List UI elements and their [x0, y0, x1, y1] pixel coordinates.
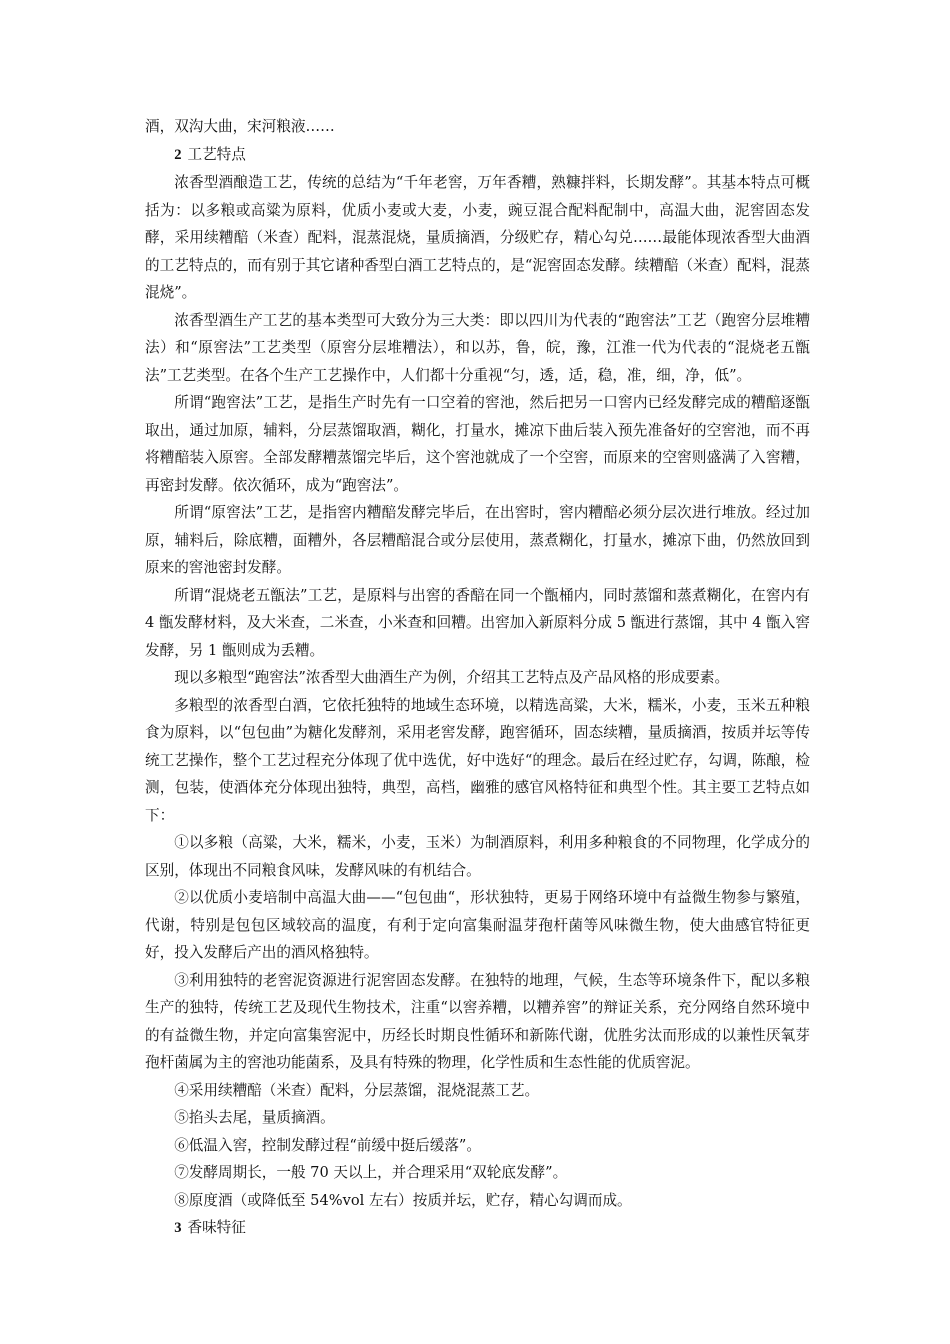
- list-item: ⑤掐头去尾，量质摘酒。: [174, 1109, 335, 1126]
- list-item: ③利用独特的老窖泥资源进行泥窖固态发酵。在独特的地理，气候，生态等环境条件下，配以多粮生产的独特，传统工艺及现代生物技术，注重“以窖养糟，以糟养窖”的辩证关系，充分网络自然环境中的有益微生物，并定向富集窖泥中，历经长时期良性循环和新陈代谢，优胜劣汰而形成的以兼性厌氧芽孢杆菌属为主的窖池功能菌系，及具有特殊的物理，化学性质和生态性能的优质窖泥。: [145, 971, 810, 1071]
- section-2-number: 2: [174, 146, 182, 163]
- intro-line: 酒，双沟大曲，宋河粮液……: [145, 118, 335, 135]
- section-3-title: 香味特征: [187, 1219, 246, 1236]
- paragraph: 浓香型酒生产工艺的基本类型可大致分为三大类：即以四川为代表的“跑窖法”工艺（跑窖分层堆糟法）和“原窖法”工艺类型（原窖分层堆糟法），和以苏，鲁，皖，豫，江淮一代为代表的“混烧老五甑法”工艺类型。在各个生产工艺操作中，人们都十分重视“匀，透，适，稳，准，细，净，低”。: [145, 311, 810, 384]
- section-3-number: 3: [174, 1220, 182, 1236]
- paragraph: 多粮型的浓香型白酒，它依托独特的地域生态环境，以精选高粱，大米，糯米，小麦，玉米五种粮食为原料，以“包包曲”为糖化发酵剂，采用老窖发酵，跑窖循环，固态续糟，量质摘酒，按质并坛等传统工艺操作，整个工艺过程充分体现了优中选优，好中选好“的理念。最后在经过贮存，勾调，陈酿，检测，包装，使酒体充分体现出独特，典型，高档，幽雅的感官风格特征和典型个性。其主要工艺特点如下：: [145, 696, 810, 824]
- section-2-heading: [145, 141, 810, 170]
- document-page: [145, 113, 810, 1243]
- list-item: ①以多粮（高粱，大米，糯米，小麦，玉米）为制酒原料，利用多种粮食的不同物理，化学成分的区别，体现出不同粮食风味，发酵风味的有机结合。: [145, 834, 810, 879]
- section-3-heading: [145, 1214, 810, 1243]
- paragraph: 所谓“原窖法”工艺，是指窖内糟醅发酵完毕后，在出窖时，窖内糟醅必须分层次进行堆放。经过加原，辅料后，除底糟，面糟外，各层糟醅混合或分层使用，蒸煮糊化，打量水，摊凉下曲，仍然放回到原来的窖池密封发酵。: [145, 504, 810, 576]
- paragraph: 浓香型酒酿造工艺，传统的总结为“千年老窖，万年香糟，熟糠拌料，长期发酵”。其基本特点可概括为：以多粮或高粱为原料，优质小麦或大麦，小麦，豌豆混合配料配制中，高温大曲，泥窖固态发酵，采用续糟醅（米查）配料，混蒸混烧，量质摘酒，分级贮存，精心勾兑……最能体现浓香型大曲酒的工艺特点的，而有别于其它诸种香型白酒工艺特点的，是“泥窖固态发酵。续糟醅（米查）配料，混蒸混烧”。: [145, 174, 810, 301]
- list-item: ⑧原度酒（或降低至 54%vol 左右）按质并坛，贮存，精心勾调而成。: [174, 1191, 632, 1209]
- section-2-title: 工艺特点: [187, 145, 246, 163]
- list-item: ②以优质小麦培制中高温大曲——“包包曲“，形状独特，更易于网络环境中有益微生物参与繁殖，代谢，特别是包包区域较高的温度，有利于定向富集耐温芽孢杆菌等风味微生物，使大曲感官特征更好，投入发酵后产出的酒风格独特。: [145, 889, 810, 961]
- list-item: ⑥低温入窖，控制发酵过程“前缓中挺后缓落”。: [174, 1136, 481, 1154]
- paragraph: 所谓“跑窖法”工艺，是指生产时先有一口空着的窖池，然后把另一口窖内已经发酵完成的糟醅逐甑取出，通过加原，辅料，分层蒸馏取酒，糊化，打量水，摊凉下曲后装入预先准备好的空窖池，而不再将糟醅装入原窖。全部发酵糟蒸馏完毕后，这个窖池就成了一个空窖，而原来的空窖则盛满了入窖糟，再密封发酵。依次循环，成为“跑窖法”。: [145, 394, 810, 494]
- paragraph: 现以多粮型“跑窖法”浓香型大曲酒生产为例，介绍其工艺特点及产品风格的形成要素。: [174, 669, 730, 686]
- list-item: ⑦发酵周期长，一般 70 天以上，并合理采用“双轮底发酵”。: [174, 1164, 568, 1181]
- paragraph: 所谓“混烧老五甑法”工艺，是原料与出窖的香醅在同一个甑桶内，同时蒸馏和蒸煮糊化，在窖内有 4 甑发酵材料，及大米查，二米查，小米查和回糟。出窖加入新原料分成 5 甑进行蒸馏，其中 4 甑入窖发酵，另 1 甑则成为丢糟。: [145, 586, 810, 659]
- list-item: ④采用续糟醅（米查）配料，分层蒸馏，混烧混蒸工艺。: [174, 1081, 540, 1099]
